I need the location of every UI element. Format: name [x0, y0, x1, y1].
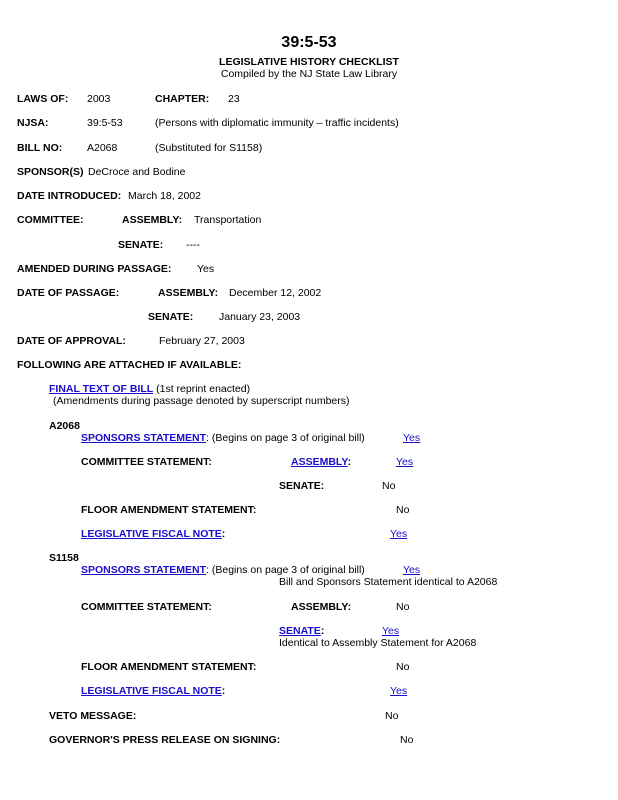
- chapter-label: CHAPTER:: [155, 93, 210, 105]
- passage-assembly-label: ASSEMBLY:: [158, 287, 219, 299]
- checklist-subtitle: LEGISLATIVE HISTORY CHECKLIST: [219, 56, 399, 68]
- amended-label: AMENDED DURING PASSAGE:: [17, 263, 172, 275]
- committee-senate-value: ----: [186, 239, 200, 251]
- a2068-sponsors-row: [81, 432, 365, 444]
- a2068-senate-label: SENATE:: [279, 480, 325, 492]
- a2068-assembly-link[interactable]: ASSEMBLY: [291, 456, 348, 468]
- a2068-sponsors-yes-link[interactable]: Yes: [403, 432, 421, 444]
- a2068-fiscal-row: [81, 528, 225, 540]
- date-introduced-label: DATE INTRODUCED:: [17, 190, 122, 202]
- a2068-assembly-colon: :: [347, 456, 352, 468]
- press-release-label: GOVERNOR'S PRESS RELEASE ON SIGNING:: [49, 734, 281, 746]
- compiled-by: Compiled by the NJ State Law Library: [220, 68, 398, 80]
- amended-value: Yes: [197, 263, 215, 275]
- s1158-sponsors-note: : (Begins on page 3 of original bill): [206, 564, 365, 576]
- s1158-sponsors-yes-link[interactable]: Yes: [403, 564, 421, 576]
- njsa-label: NJSA:: [17, 117, 49, 129]
- s1158-assembly-label: ASSEMBLY:: [291, 601, 352, 613]
- s1158-floor-value: No: [396, 661, 410, 673]
- s1158-sponsors-link[interactable]: SPONSORS STATEMENT: [81, 564, 207, 576]
- final-text-link[interactable]: FINAL TEXT OF BILL: [49, 383, 154, 395]
- page-title: 39:5-53: [281, 34, 337, 51]
- amendments-note: (Amendments during passage denoted by superscript numbers): [53, 395, 350, 407]
- njsa-description: (Persons with diplomatic immunity – traffic incidents): [155, 117, 399, 129]
- s1158-senate-colon: :: [320, 625, 325, 637]
- a2068-assembly-yes-link[interactable]: Yes: [396, 456, 414, 468]
- a2068-floor-label: FLOOR AMENDMENT STATEMENT:: [81, 504, 257, 516]
- committee-assembly-value: Transportation: [194, 214, 262, 226]
- committee-assembly-label: ASSEMBLY:: [122, 214, 183, 226]
- a2068-committee-label: COMMITTEE STATEMENT:: [81, 456, 212, 468]
- s1158-senate-link[interactable]: SENATE: [279, 625, 321, 637]
- a2068-sponsors-note: : (Begins on page 3 of original bill): [206, 432, 365, 444]
- s1158-sponsors-row: [81, 564, 365, 576]
- veto-value: No: [385, 710, 399, 722]
- passage-senate-label: SENATE:: [148, 311, 194, 323]
- date-of-approval-value: February 27, 2003: [159, 335, 245, 347]
- a2068-label: A2068: [49, 420, 80, 432]
- s1158-label: S1158: [49, 552, 79, 564]
- laws-of-label: LAWS OF:: [17, 93, 69, 105]
- s1158-fiscal-colon: :: [221, 685, 226, 697]
- passage-assembly-value: December 12, 2002: [229, 287, 322, 299]
- a2068-sponsors-link[interactable]: SPONSORS STATEMENT: [81, 432, 207, 444]
- bill-no-note: (Substituted for S1158): [155, 142, 263, 154]
- s1158-fiscal-yes-link[interactable]: Yes: [390, 685, 408, 697]
- a2068-fiscal-colon: :: [221, 528, 226, 540]
- date-introduced-value: March 18, 2002: [128, 190, 201, 202]
- sponsors-label: SPONSOR(S): [17, 166, 84, 178]
- s1158-assembly-value: No: [396, 601, 410, 613]
- sponsors-value: DeCroce and Bodine: [88, 166, 186, 178]
- laws-of-value: 2003: [87, 93, 111, 105]
- njsa-value: 39:5-53: [87, 117, 123, 129]
- s1158-floor-label: FLOOR AMENDMENT STATEMENT:: [81, 661, 257, 673]
- a2068-senate-value: No: [382, 480, 396, 492]
- committee-label: COMMITTEE:: [17, 214, 84, 226]
- a2068-floor-value: No: [396, 504, 410, 516]
- a2068-fiscal-link[interactable]: LEGISLATIVE FISCAL NOTE: [81, 528, 222, 540]
- final-text-note: (1st reprint enacted): [153, 383, 251, 395]
- committee-senate-label: SENATE:: [118, 239, 164, 251]
- s1158-senate-yes-link[interactable]: Yes: [382, 625, 400, 637]
- a2068-assembly-row: [291, 456, 351, 468]
- passage-senate-value: January 23, 2003: [219, 311, 301, 323]
- s1158-fiscal-row: [81, 685, 225, 697]
- date-of-passage-label: DATE OF PASSAGE:: [17, 287, 120, 299]
- date-of-approval-label: DATE OF APPROVAL:: [17, 335, 126, 347]
- bill-no-value: A2068: [87, 142, 118, 154]
- s1158-senate-row: [279, 625, 324, 637]
- s1158-fiscal-link[interactable]: LEGISLATIVE FISCAL NOTE: [81, 685, 222, 697]
- a2068-fiscal-yes-link[interactable]: Yes: [390, 528, 408, 540]
- chapter-value: 23: [228, 93, 240, 105]
- s1158-sponsors-identical: Bill and Sponsors Statement identical to A2068: [279, 576, 498, 588]
- final-text-row: [49, 383, 250, 395]
- press-release-value: No: [400, 734, 414, 746]
- bill-no-label: BILL NO:: [17, 142, 63, 154]
- s1158-senate-identical: Identical to Assembly Statement for A2068: [279, 637, 477, 649]
- s1158-committee-label: COMMITTEE STATEMENT:: [81, 601, 212, 613]
- attached-heading: FOLLOWING ARE ATTACHED IF AVAILABLE:: [17, 359, 242, 371]
- veto-label: VETO MESSAGE:: [49, 710, 137, 722]
